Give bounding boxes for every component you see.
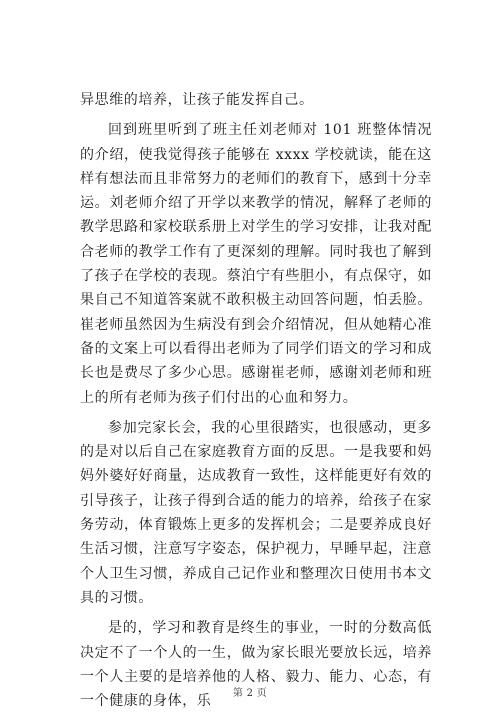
paragraph-continuation: 异思维的培养，让孩子能发挥自己。 — [80, 92, 314, 108]
paragraph-class-meeting: 回到班里听到了班主任刘老师对 101 班整体情况的介绍，使我觉得孩子能够在 xxxx 学校就读，能在这样有想法而且非常努力的老师们的教育下，感到十分幸运。刘老师介绍了开学以来教学的情况，解释了老师的教学思路和家校联系册上对学生的学习安排，让我对配合老师的教学工作有了更深刻的理解。同时我也了解到了孩子在学校的表现。蔡泊宁有些胆小，有点保守，如果自己不知道答案就不敢积极主动回答问题，怕丢脸。崔老师虽然因为生病没有到会介绍情况，但从她精心准备的文案上可以看得出老师为了同学们语文的学习和成长也是费尽了多少心思。感谢崔老师，感谢刘老师和班上的所有老师为孩子们付出的心血和努力。 — [80, 122, 432, 406]
paragraph-reflection: 参加完家长会，我的心里很踏实，也很感动，更多的是对以后自己在家庭教育方面的反思。一是我要和妈妈外婆好好商量，达成教育一致性，这样能更好有效的引导孩子，让孩子得到合适的能力的培养，给孩子在家务劳动，体育锻炼上更多的发挥机会；二是要养成良好生活习惯，注意写字姿态，保护视力，早睡早起，注意个人卫生习惯，养成自己记作业和整理次日使用书本文具的习惯。 — [80, 419, 432, 606]
page-number-footer: 第 2 页 — [232, 688, 268, 699]
paragraph-lifelong-learning: 是的，学习和教育是终生的事业，一时的分数高低决定不了一个人的一生，做为家长眼光要放长远，培养一个人主要的是培养他的人格、毅力、能力、心态，有一个健康的身体，乐 — [80, 620, 432, 710]
document-body — [80, 88, 432, 713]
